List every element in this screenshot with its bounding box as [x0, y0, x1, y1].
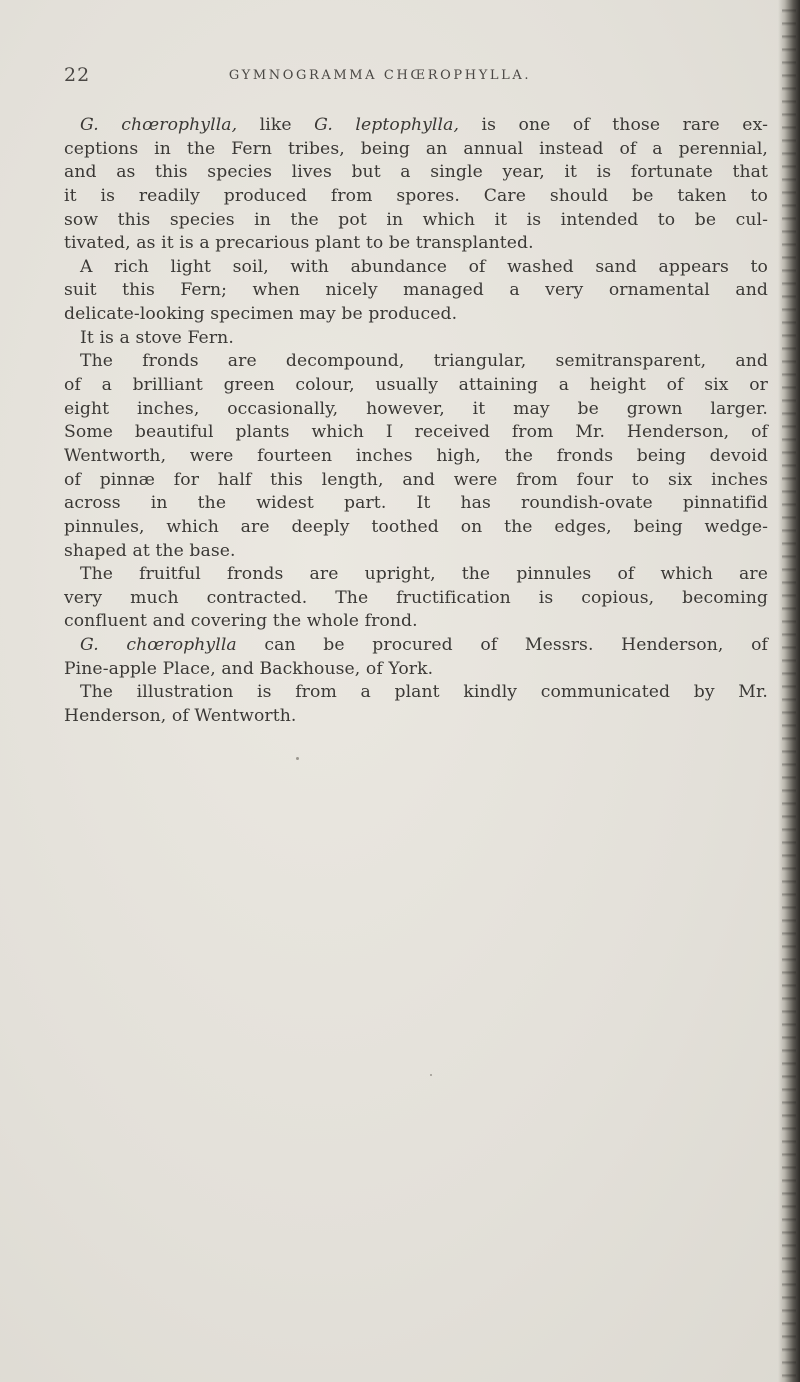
body-text — [64, 114, 768, 729]
text-line: Pine-apple Place, and Backhouse, of York. — [64, 658, 434, 679]
text-line: suit this Fern; when nicely managed a very ornamental and — [64, 280, 768, 301]
species-name: G. chœrophylla — [80, 635, 237, 656]
text-line: delicate-looking specimen may be produced. — [64, 304, 458, 325]
text-segment: is one of those rare ex- — [459, 115, 768, 135]
text-line — [64, 634, 768, 658]
text-segment: can be procured of Messrs. Henderson, of — [236, 635, 768, 656]
text-line: Henderson, of Wentworth. — [64, 706, 297, 727]
text-line: The fronds are decompound, triangular, semitransparent, and — [80, 351, 768, 372]
running-head: GYMNOGRAMMA CHŒROPHYLLA. — [228, 68, 532, 83]
text-line: Wentworth, were fourteen inches high, the fronds being devoid — [64, 445, 768, 466]
text-line: across in the widest part. It has roundish-ovate pinnatifid — [64, 493, 768, 514]
text-line: of a brilliant green colour, usually attaining a height of six or — [64, 375, 768, 396]
paper-speck — [296, 757, 299, 760]
text-line: confluent and covering the whole frond. — [64, 611, 418, 632]
text-segment: like — [237, 115, 315, 135]
text-line: very much contracted. The fructification is copious, becoming — [64, 587, 768, 608]
species-name: G. leptophylla, — [314, 115, 460, 135]
paper-speck — [430, 1074, 432, 1076]
text-line: The fruitful fronds are upright, the pinnules of which are — [80, 564, 768, 585]
text-line: ceptions in the Fern tribes, being an annual instead of a perennial, — [64, 138, 768, 159]
text-line — [64, 114, 768, 138]
gutter-texture — [782, 0, 796, 1382]
text-line: shaped at the base. — [64, 540, 236, 561]
text-line: tivated, as it is a precarious plant to be transplanted. — [64, 233, 534, 254]
text-line: pinnules, which are deeply toothed on the edges, being wedge- — [64, 516, 768, 537]
text-line: A rich light soil, with abundance of washed sand appears to — [80, 256, 768, 277]
text-line: It is a stove Fern. — [80, 327, 234, 348]
text-line: and as this species lives but a single year, it is fortunate that — [64, 162, 768, 183]
text-line: sow this species in the pot in which it is intended to be cul- — [64, 209, 768, 230]
text-line: it is readily produced from spores. Care should be taken to — [64, 185, 768, 206]
text-line: eight inches, occasionally, however, it may be grown larger. — [64, 398, 768, 419]
text-line: of pinnæ for half this length, and were from four to six inches — [64, 469, 768, 490]
text-line: Some beautiful plants which I received from Mr. Henderson, of — [64, 422, 768, 443]
text-line: The illustration is from a plant kindly communicated by Mr. — [80, 682, 768, 703]
page-header — [64, 64, 714, 88]
species-name: G. chœrophylla, — [80, 115, 238, 135]
page-number: 22 — [64, 64, 91, 86]
